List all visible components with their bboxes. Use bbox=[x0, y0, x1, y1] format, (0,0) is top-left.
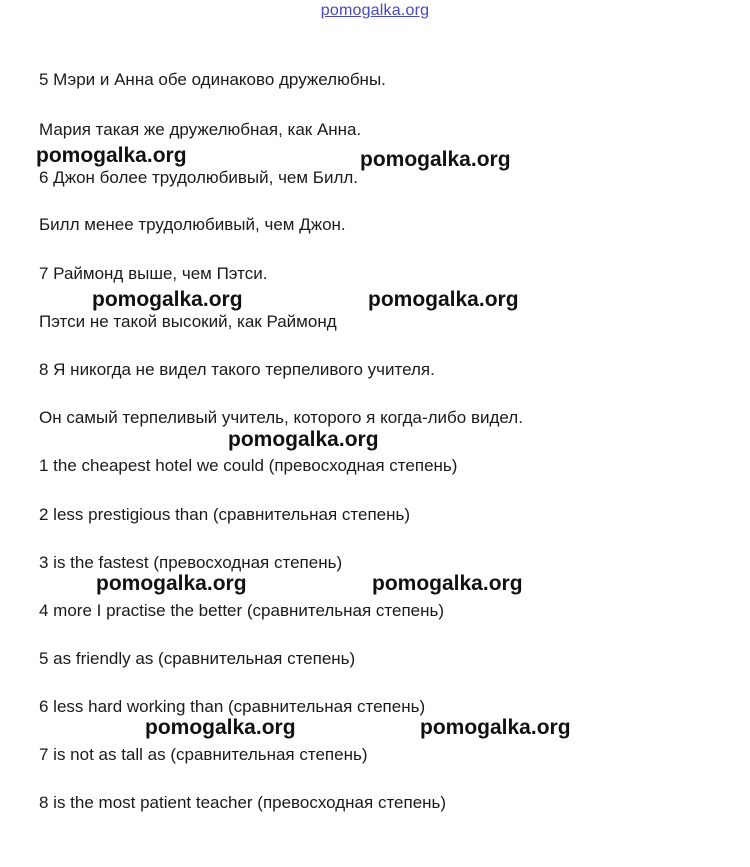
text-line: Билл менее трудолюбивый, чем Джон. bbox=[39, 215, 346, 234]
text-line: Мария такая же дружелюбная, как Анна. bbox=[39, 120, 362, 139]
text-line: 8 is the most patient teacher (превосходная степень) bbox=[39, 793, 447, 812]
watermark: pomogalka.org bbox=[368, 288, 519, 311]
text-line: 8 Я никогда не видел такого терпеливого учителя. bbox=[39, 360, 435, 379]
text-line: 5 as friendly as (сравнительная степень) bbox=[39, 649, 356, 668]
watermark: pomogalka.org bbox=[92, 288, 243, 311]
text-line: 6 Джон более трудолюбивый, чем Билл. bbox=[39, 168, 359, 187]
text-line: 2 less prestigious than (сравнительная степень) bbox=[39, 505, 411, 524]
text-line: 4 more I practise the better (сравнительная степень) bbox=[39, 601, 445, 620]
text-line: 7 is not as tall as (сравнительная степень) bbox=[39, 745, 368, 764]
text-line: 5 Мэри и Анна обе одинаково дружелюбны. bbox=[39, 70, 386, 89]
watermark: pomogalka.org bbox=[36, 144, 187, 167]
text-line: Пэтси не такой высокий, как Раймонд bbox=[39, 312, 337, 331]
watermark: pomogalka.org bbox=[360, 148, 511, 171]
header-site-link[interactable]: pomogalka.org bbox=[320, 2, 430, 19]
text-line: 6 less hard working than (сравнительная степень) bbox=[39, 697, 426, 716]
watermark: pomogalka.org bbox=[96, 572, 247, 595]
text-line: Он самый терпеливый учитель, которого я когда-либо видел. bbox=[39, 408, 523, 427]
watermark: pomogalka.org bbox=[145, 716, 296, 739]
watermark: pomogalka.org bbox=[420, 716, 571, 739]
watermark: pomogalka.org bbox=[372, 572, 523, 595]
text-line: 7 Раймонд выше, чем Пэтси. bbox=[39, 264, 268, 283]
watermark: pomogalka.org bbox=[228, 428, 379, 451]
text-line: 3 is the fastest (превосходная степень) bbox=[39, 553, 343, 572]
text-line: 1 the cheapest hotel we could (превосходная степень) bbox=[39, 456, 458, 475]
